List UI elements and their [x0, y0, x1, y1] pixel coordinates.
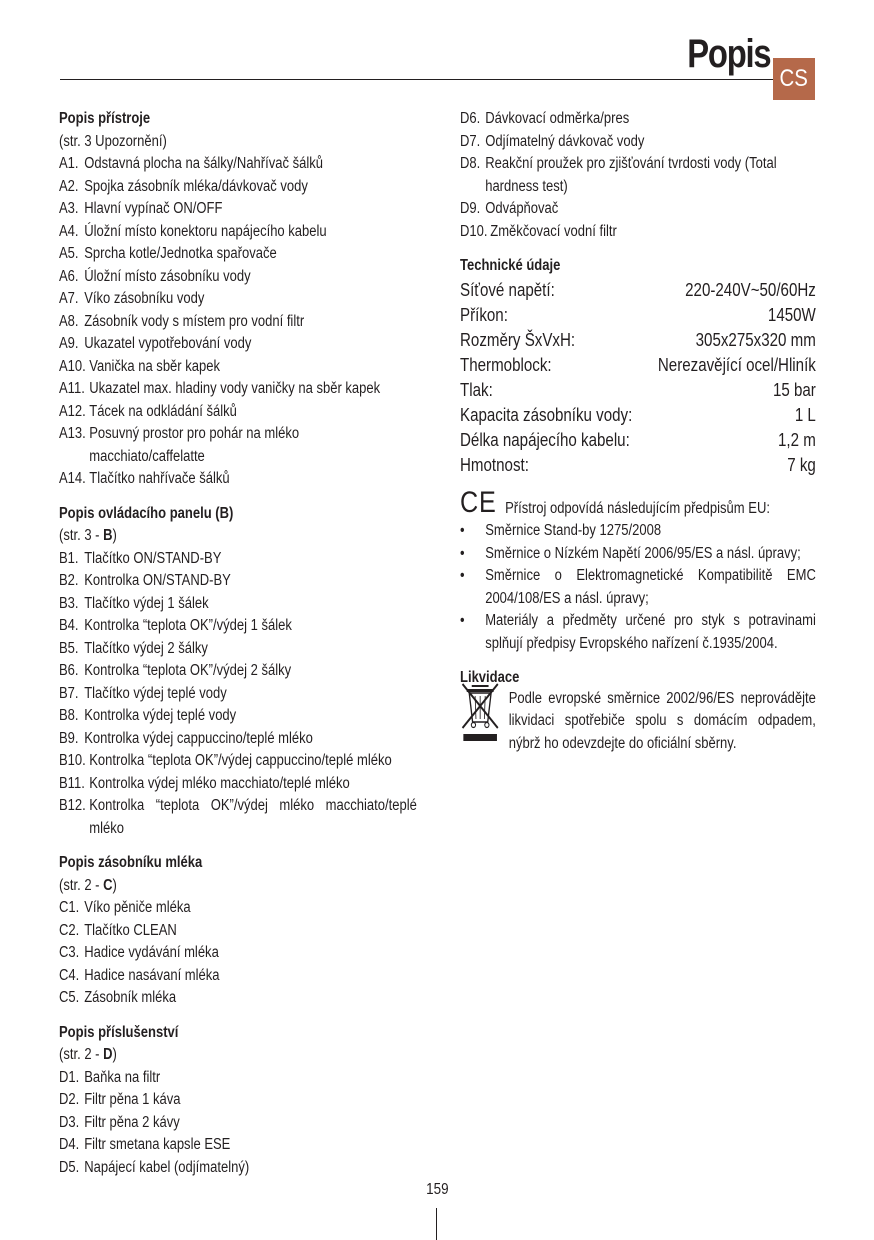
list-item: [59, 311, 417, 334]
list-item: [59, 1067, 417, 1090]
bullet-icon: •: [460, 522, 465, 539]
item-text: Kontrolka “teplota OK”/výdej 1 šálek: [84, 617, 292, 634]
disposal-section-title: Likvidace: [460, 669, 520, 686]
header-divider: [60, 79, 773, 80]
bullet-icon: •: [460, 612, 465, 629]
appliance-section-title: Popis přístroje: [59, 110, 151, 127]
spec-value: Nerezavějící ocel/Hliník: [657, 354, 816, 375]
list-item: [59, 942, 417, 965]
list-item: [59, 378, 417, 401]
item-text: Ukazatel vypotřebování vody: [84, 335, 252, 352]
list-item: [59, 593, 417, 616]
list-item: [59, 795, 417, 840]
item-text: Úložní místo konektoru napájecího kabelu: [84, 222, 327, 240]
panel-section-title: Popis ovládacího panelu (B): [59, 504, 234, 522]
spec-value: 15 bar: [772, 379, 816, 400]
compliance-bullet: [460, 565, 816, 610]
list-item: [59, 1134, 417, 1157]
list-item: [59, 683, 417, 706]
list-item: [59, 468, 417, 491]
milk-section-ref: (str. 2 - C): [59, 876, 117, 894]
list-item: [59, 1089, 417, 1112]
item-code: B1.: [59, 549, 79, 567]
list-item: [59, 638, 417, 661]
item-text: Sprcha kotle/Jednotka spařovače: [84, 245, 277, 262]
list-item: [59, 548, 417, 571]
item-code: C4.: [59, 966, 80, 984]
item-text: Posuvný prostor pro pohár na mléko macchiato/caffelatte: [89, 425, 300, 465]
item-code: B6.: [59, 662, 79, 679]
item-text: Kontrolka výdej mléko macchiato/teplé mléko: [89, 774, 350, 792]
item-code: A10.: [59, 357, 86, 375]
list-item: [59, 153, 417, 176]
item-code: A13.: [59, 425, 86, 442]
item-code: B4.: [59, 617, 79, 634]
item-text: Reakční proužek pro zjišťování tvrdosti vody (Total hardness test): [485, 155, 777, 195]
item-code: D6.: [460, 110, 481, 127]
page-title: Popis: [686, 32, 770, 76]
list-item: [59, 897, 417, 920]
list-item: [59, 221, 417, 244]
compliance-bullet: [460, 543, 816, 566]
item-code: C3.: [59, 944, 80, 961]
spec-row: [460, 403, 816, 428]
item-code: D10.: [460, 222, 488, 240]
item-text: Vanička na sběr kapek: [89, 357, 221, 375]
item-code: B10.: [59, 752, 86, 769]
footer-tick-mark: [436, 1208, 437, 1240]
item-code: D3.: [59, 1113, 80, 1131]
item-code: D7.: [460, 132, 481, 150]
item-text: Hadice vydávání mléka: [84, 944, 219, 961]
item-text: Baňka na filtr: [84, 1068, 161, 1086]
left-column: [59, 108, 417, 1179]
appliance-parts-list: [59, 153, 417, 491]
spec-value: 1 L: [794, 404, 816, 425]
crossed-bin-icon: [460, 682, 509, 756]
spec-label: Délka napájecího kabelu:: [460, 429, 630, 450]
list-item: [460, 108, 816, 131]
spec-label: Rozměry ŠxVxH:: [460, 329, 576, 350]
item-text: Spojka zásobník mléka/dávkovač vody: [84, 177, 308, 195]
milk-parts-list: [59, 897, 417, 1010]
spec-row: [460, 428, 816, 453]
item-text: Zásobník mléka: [84, 989, 177, 1006]
item-text: Tlačítko výdej 1 šálek: [84, 594, 209, 612]
spec-label: Kapacita zásobníku vody:: [460, 404, 633, 425]
item-code: B11.: [59, 774, 85, 792]
item-text: Odvápňovač: [485, 200, 559, 217]
item-text: Kontrolka “teplota OK”/výdej cappuccino/teplé mléko: [89, 752, 392, 769]
item-text: Tlačítko nahřívače šálků: [89, 470, 230, 487]
spec-label: Tlak:: [460, 379, 493, 400]
item-text: Víko pěniče mléka: [84, 899, 191, 916]
item-code: B2.: [59, 572, 79, 589]
list-item: [59, 615, 417, 638]
item-text: Filtr pěna 1 káva: [84, 1091, 181, 1108]
item-text: Hadice nasávaní mléka: [84, 966, 220, 984]
appliance-section-ref: (str. 3 Upozornění): [59, 132, 167, 150]
item-text: Tlačítko výdej teplé vody: [84, 684, 227, 702]
bullet-icon: •: [460, 567, 465, 584]
list-item: [59, 1157, 417, 1180]
spec-row: [460, 328, 816, 353]
list-item: [460, 221, 816, 244]
spec-value: 7 kg: [787, 454, 816, 475]
accessories-section-ref: (str. 2 - D): [59, 1046, 117, 1063]
item-code: B8.: [59, 707, 79, 724]
bullet-text: Materiály a předměty určené pro styk s potravinami splňují předpisy Evropského nařízení č.1935/2004.: [485, 612, 816, 652]
spec-row: [460, 303, 816, 328]
compliance-bullet-list: [460, 520, 816, 655]
spec-row: [460, 278, 816, 303]
list-item: [59, 773, 417, 796]
list-item: [59, 176, 417, 199]
item-code: D8.: [460, 155, 481, 172]
item-code: A14.: [59, 470, 86, 487]
disposal-text: Podle evropské směrnice 2002/96/ES neprovádějte likvidaci spotřebiče spolu s domácím odpadem, nýbrž ho odevzdejte do oficiální sběrny.: [508, 689, 816, 752]
item-text: Kontrolka ON/STAND-BY: [84, 572, 231, 589]
item-code: A11.: [59, 380, 85, 397]
item-code: D5.: [59, 1158, 80, 1176]
item-code: D9.: [460, 200, 481, 217]
list-item: [59, 987, 417, 1010]
panel-section-ref: (str. 3 - B): [59, 527, 117, 544]
spec-label: Příkon:: [460, 304, 508, 325]
item-text: Kontrolka výdej teplé vody: [84, 707, 237, 724]
list-item: [59, 401, 417, 424]
list-item: [59, 1112, 417, 1135]
list-item: [59, 243, 417, 266]
item-code: A7.: [59, 290, 79, 307]
item-code: B12.: [59, 797, 86, 814]
item-code: B9.: [59, 729, 79, 747]
spec-row: [460, 353, 816, 378]
item-code: A9.: [59, 335, 79, 352]
specs-table: [460, 278, 816, 478]
item-code: B7.: [59, 684, 79, 702]
item-text: Filtr pěna 2 kávy: [84, 1113, 180, 1131]
item-code: B5.: [59, 639, 79, 657]
item-code: A5.: [59, 245, 79, 262]
list-item: [59, 333, 417, 356]
accessories-section-title: Popis příslušenství: [59, 1023, 179, 1041]
crossed-bin-graphic: [460, 682, 502, 744]
item-text: Filtr smetana kapsle ESE: [84, 1136, 231, 1153]
ce-compliance-row: [460, 485, 816, 521]
disposal-block: [460, 682, 816, 756]
list-item: [59, 750, 417, 773]
right-column: [460, 108, 816, 755]
list-item: [59, 266, 417, 289]
accessories-parts-list: [59, 1067, 417, 1180]
item-text: Tácek na odkládání šálků: [89, 402, 237, 420]
list-item: [59, 660, 417, 683]
item-code: C2.: [59, 921, 80, 939]
item-text: Dávkovací odměrka/pres: [485, 110, 630, 127]
milk-section-title: Popis zásobníku mléka: [59, 854, 203, 871]
item-code: A12.: [59, 402, 86, 420]
specs-section-title: Technické údaje: [460, 257, 561, 274]
list-item: [460, 131, 816, 154]
list-item: [59, 423, 417, 468]
list-item: [59, 920, 417, 943]
item-code: A6.: [59, 267, 79, 285]
item-text: Tlačítko výdej 2 šálky: [84, 639, 208, 657]
item-code: A4.: [59, 222, 79, 240]
item-code: C5.: [59, 989, 80, 1006]
list-item: [59, 288, 417, 311]
compliance-bullet: [460, 610, 816, 655]
item-text: Napájecí kabel (odjímatelný): [84, 1158, 250, 1176]
item-code: C1.: [59, 899, 80, 916]
spec-value: 1,2 m: [778, 429, 816, 450]
item-text: Hlavní vypínač ON/OFF: [84, 200, 223, 217]
list-item: [59, 965, 417, 988]
spec-label: Thermoblock:: [460, 354, 552, 375]
list-item: [59, 705, 417, 728]
item-code: A2.: [59, 177, 79, 195]
list-item: [59, 356, 417, 379]
item-text: Kontrolka “teplota OK”/výdej mléko macchiato/teplé mléko: [89, 797, 417, 837]
bullet-text: Směrnice Stand-by 1275/2008: [485, 522, 662, 539]
panel-parts-list: [59, 548, 417, 841]
item-text: Úložní místo zásobníku vody: [84, 267, 251, 285]
item-text: Ukazatel max. hladiny vody vaničky na sběr kapek: [89, 380, 381, 397]
item-code: D1.: [59, 1068, 80, 1086]
accessories-continued-list: [460, 108, 816, 243]
bullet-icon: •: [460, 544, 465, 562]
spec-value: 220-240V~50/60Hz: [685, 279, 816, 300]
item-text: Odstavná plocha na šálky/Nahřívač šálků: [84, 155, 324, 172]
list-item: [59, 728, 417, 751]
spec-value: 1450W: [767, 304, 816, 325]
language-badge: CS: [773, 58, 815, 100]
bullet-text: Směrnice o Nízkém Napětí 2006/95/ES a násl. úpravy;: [485, 544, 801, 562]
item-text: Tlačítko ON/STAND-BY: [84, 549, 222, 567]
item-code: A1.: [59, 155, 79, 172]
compliance-intro: Přístroj odpovídá následujícím předpisům EU:: [505, 499, 770, 517]
item-text: Kontrolka “teplota OK”/výdej 2 šálky: [84, 662, 292, 679]
list-item: [460, 153, 816, 198]
list-item: [59, 570, 417, 593]
item-text: Odjímatelný dávkovač vody: [485, 132, 645, 150]
spec-label: Síťové napětí:: [460, 279, 555, 300]
spec-row: [460, 378, 816, 403]
spec-label: Hmotnost:: [460, 454, 529, 475]
item-text: Změkčovací vodní filtr: [490, 222, 617, 240]
item-code: A8.: [59, 312, 79, 330]
item-text: Víko zásobníku vody: [84, 290, 205, 307]
compliance-bullet: [460, 520, 816, 543]
list-item: [460, 198, 816, 221]
spec-value: 305x275x320 mm: [695, 329, 816, 350]
spec-row: [460, 453, 816, 478]
ce-mark-icon: CE: [460, 485, 497, 519]
item-code: D4.: [59, 1136, 80, 1153]
list-item: [59, 198, 417, 221]
item-text: Tlačítko CLEAN: [84, 921, 177, 939]
item-code: B3.: [59, 594, 79, 612]
page-number: 159: [425, 1181, 449, 1198]
bullet-text: Směrnice o Elektromagnetické Kompatibilitě EMC 2004/108/ES a násl. úpravy;: [485, 567, 816, 607]
item-code: A3.: [59, 200, 79, 217]
item-text: Zásobník vody s místem pro vodní filtr: [84, 312, 305, 330]
item-text: Kontrolka výdej cappuccino/teplé mléko: [84, 729, 313, 747]
item-code: D2.: [59, 1091, 80, 1108]
